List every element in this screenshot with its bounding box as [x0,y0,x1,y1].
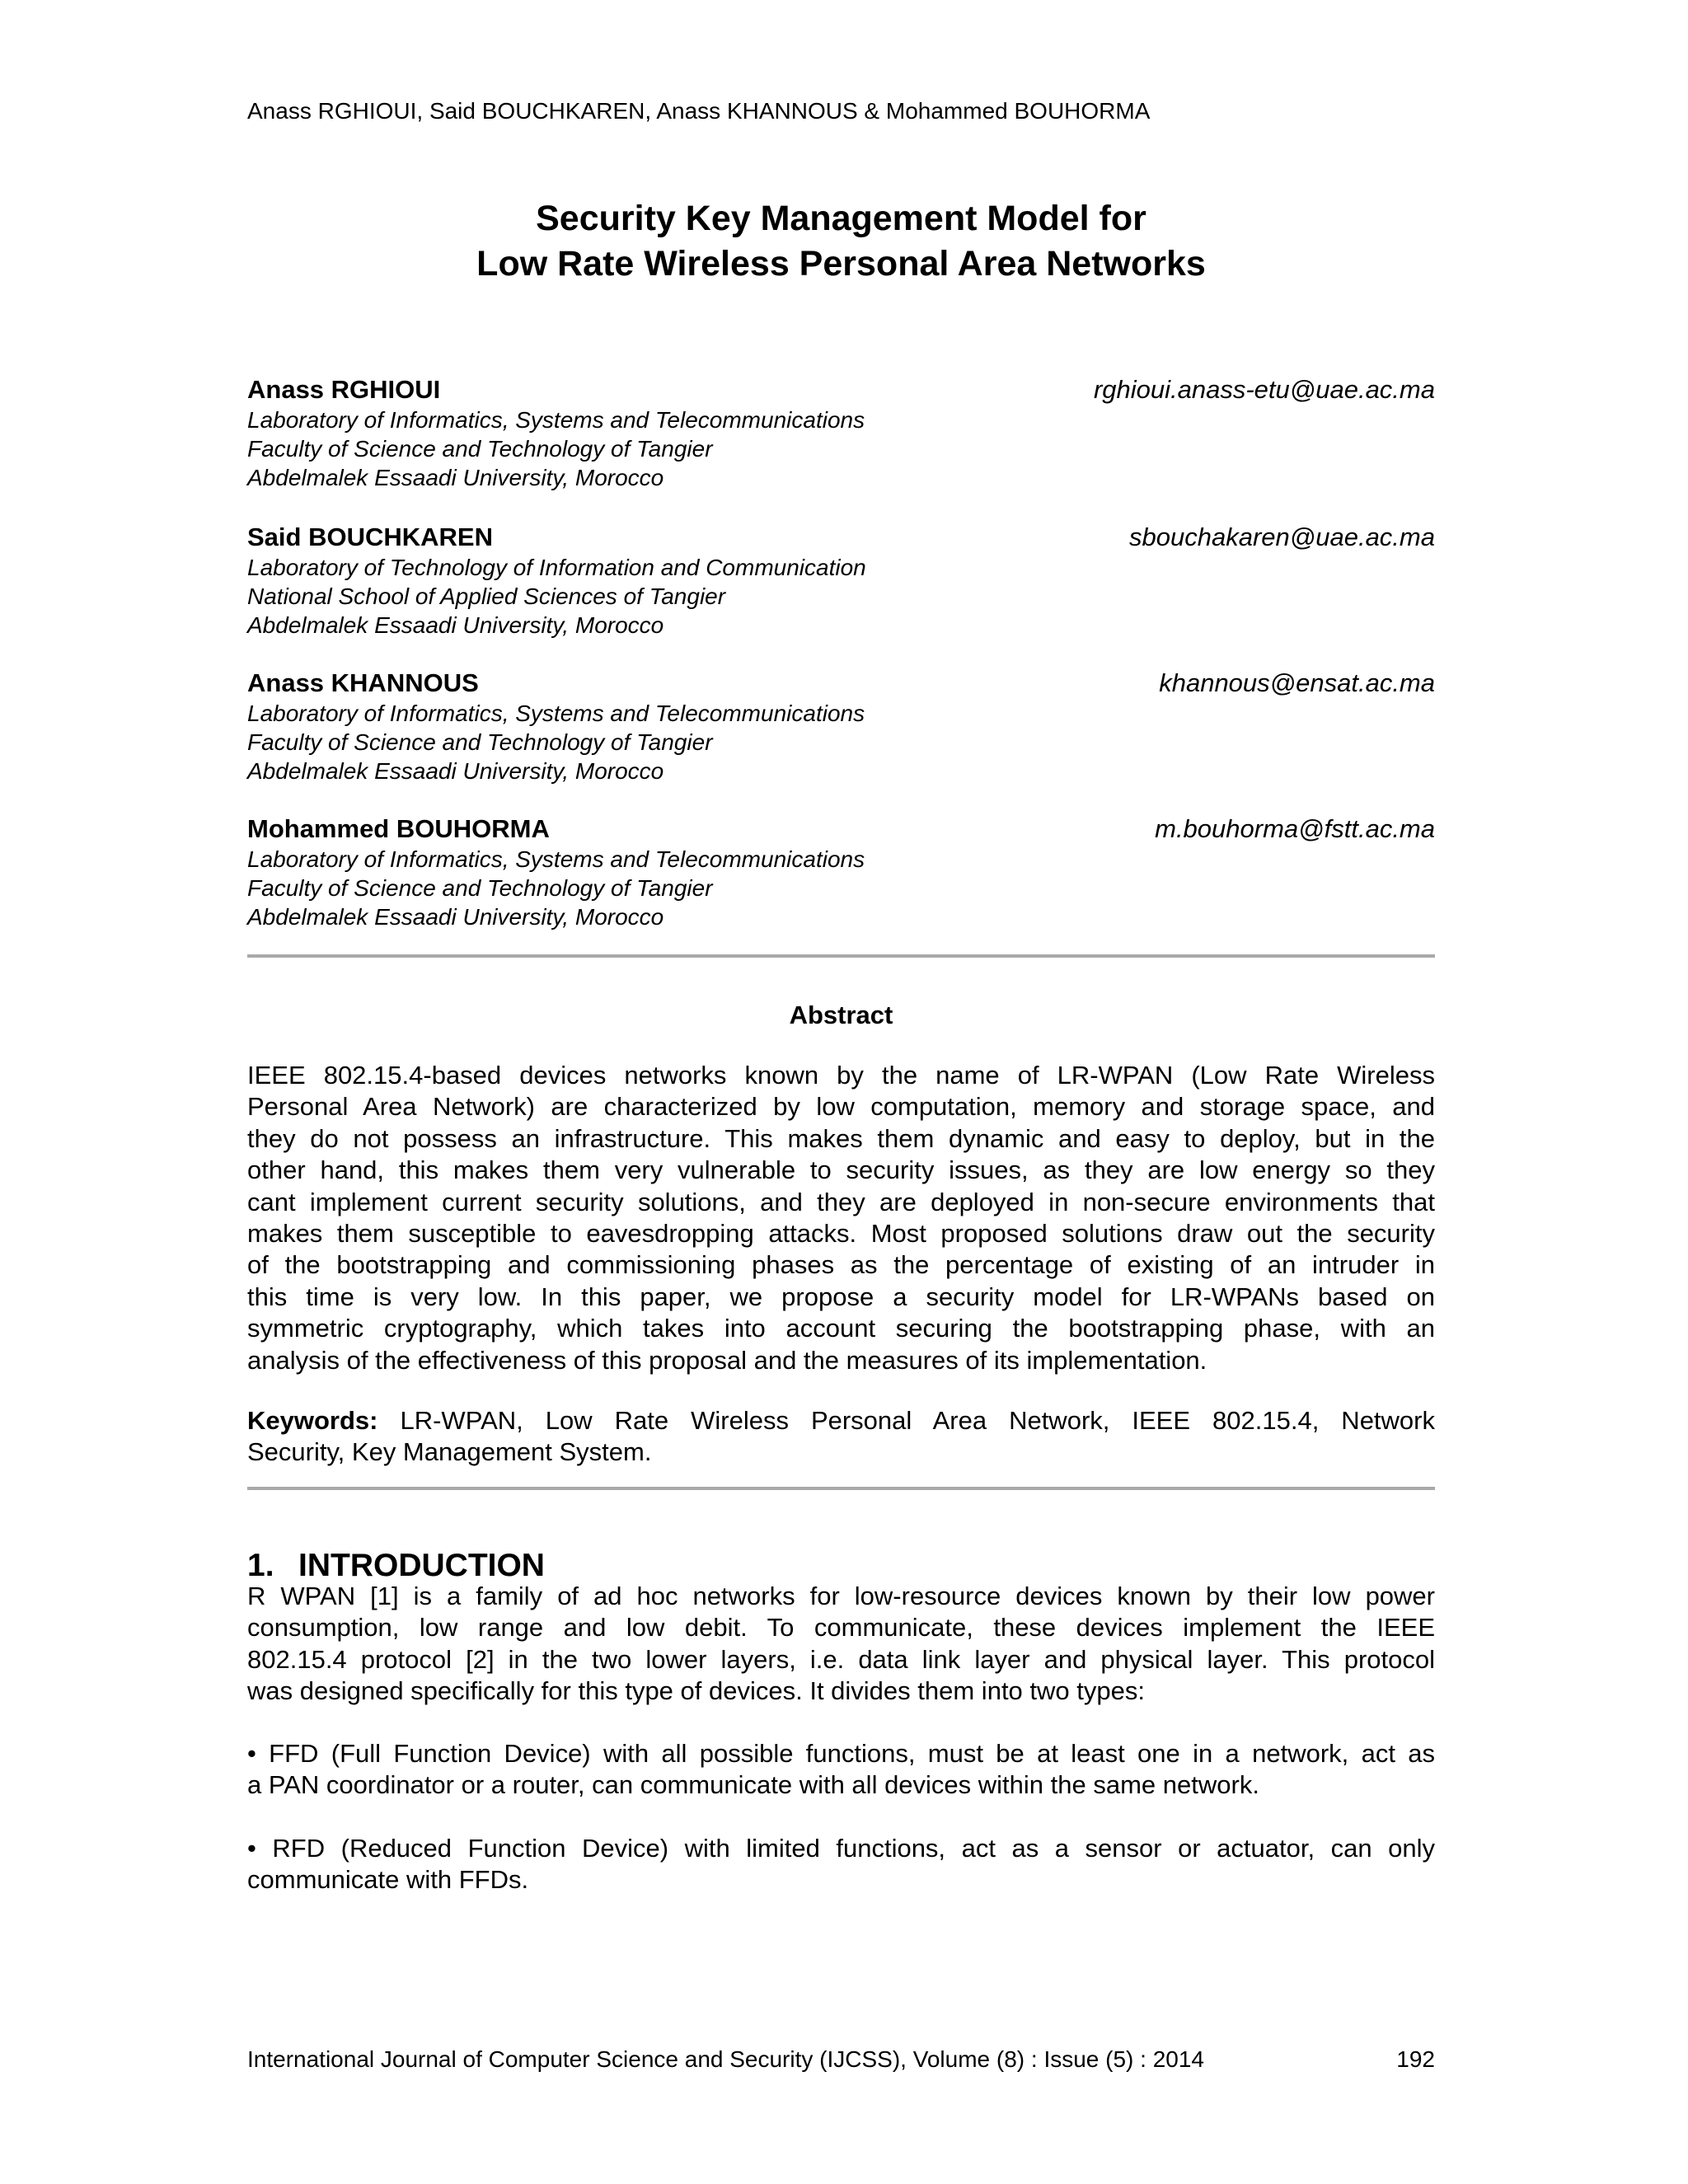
paper-title-line-1: Security Key Management Model for [536,199,1146,238]
author-email: rghioui.anass-etu@uae.ac.ma [1093,375,1435,404]
author-affiliation-line: Abdelmalek Essaadi University, Morocco [247,465,664,490]
author-name: Anass KHANNOUS [247,668,479,697]
author-affiliation-line: Laboratory of Informatics, Systems and Telecommunications [247,407,865,433]
author-affiliation-line: Abdelmalek Essaadi University, Morocco [247,758,664,784]
abstract-line: symmetric cryptography, which takes into account securing the bootstrapping phase, with an [247,1314,1435,1343]
keywords-line [247,1405,1435,1436]
divider-rule [247,954,1435,958]
author-affiliation-line: Faculty of Science and Technology of Tangier [247,875,713,901]
section-heading-introduction [247,1548,545,1584]
abstract-line: Personal Area Network) are characterized by low computation, memory and storage space, and [247,1092,1435,1122]
divider-rule [247,1487,1435,1490]
author-email: sbouchakaren@uae.ac.ma [1129,523,1435,551]
abstract-line: analysis of the effectiveness of this proposal and the measures of its implementation. [247,1345,1207,1375]
keywords [247,1405,1435,1469]
author-affiliation-line: Abdelmalek Essaadi University, Morocco [247,612,664,638]
abstract-body [247,1060,1435,1376]
author-email: m.bouhorma@fstt.ac.ma [1155,814,1435,843]
author-name: Said BOUCHKAREN [247,523,493,551]
bullet-line: • RFD (Reduced Function Device) with limited functions, act as a sensor or actuator, can only [247,1834,1435,1863]
abstract-heading: Abstract [789,1001,893,1029]
author-email: khannous@ensat.ac.ma [1159,668,1435,697]
intro-paragraph [247,1581,1435,1708]
bullet-rfd [247,1833,1435,1896]
abstract-line: IEEE 802.15.4-based devices networks known by the name of LR-WPAN (Low Rate Wireless [247,1061,1435,1090]
author-affiliation-line: Abdelmalek Essaadi University, Morocco [247,904,664,930]
bullet-line: • FFD (Full Function Device) with all possible functions, must be at least one in a network, act as [247,1739,1435,1768]
bullet-line: communicate with FFDs. [247,1865,529,1895]
page-number: 192 [1396,2046,1435,2072]
author-affiliation-line: Laboratory of Technology of Information and Communication [247,555,866,580]
keywords-line: Security, Key Management System. [247,1437,652,1467]
running-head: Anass RGHIOUI, Said BOUCHKAREN, Anass KHANNOUS & Mohammed BOUHORMA [247,98,1151,124]
abstract-line: makes them susceptible to eavesdropping attacks. Most proposed solutions draw out the security [247,1218,1435,1248]
keywords-label: Keywords: [247,1406,378,1435]
intro-line: was designed specifically for this type of devices. It divides them into two types: [247,1676,1145,1706]
paper-title-line-2: Low Rate Wireless Personal Area Networks [476,244,1206,284]
author-affiliation-line: Laboratory of Informatics, Systems and Telecommunications [247,701,865,726]
bullet-line: a PAN coordinator or a router, can communicate with all devices within the same network. [247,1770,1259,1800]
abstract-line: cant implement current security solutions, and they are deployed in non-secure environments that [247,1187,1435,1216]
keywords-text: LR-WPAN, Low Rate Wireless Personal Area Network, IEEE 802.15.4, Network [377,1406,1435,1435]
abstract-line: they do not possess an infrastructure. This makes them dynamic and easy to deploy, but in the [247,1123,1435,1153]
footer-journal: International Journal of Computer Science and Security (IJCSS), Volume (8) : Issue (5) : 2014 [247,2046,1205,2072]
author-affiliation-line: Faculty of Science and Technology of Tangier [247,729,713,755]
intro-line: R WPAN [1] is a family of ad hoc networks for low-resource devices known by their low power [247,1582,1435,1610]
author-name: Anass RGHIOUI [247,375,441,404]
section-number: 1. [247,1548,274,1583]
author-name: Mohammed BOUHORMA [247,814,550,843]
bullet-ffd [247,1738,1435,1802]
abstract-line: other hand, this makes them very vulnerable to security issues, as they are low energy so they [247,1155,1435,1185]
section-title: INTRODUCTION [298,1548,545,1583]
intro-line: 802.15.4 protocol [2] in the two lower layers, i.e. data link layer and physical layer. This protocol [247,1644,1435,1674]
abstract-line: this time is very low. In this paper, we propose a security model for LR-WPANs based on [247,1282,1435,1311]
abstract-line: of the bootstrapping and commissioning phases as the percentage of existing of an intruder in [247,1250,1435,1280]
author-affiliation-line: Laboratory of Informatics, Systems and Telecommunications [247,846,865,872]
author-affiliation-line: National School of Applied Sciences of Tangier [247,583,726,609]
author-affiliation-line: Faculty of Science and Technology of Tangier [247,436,713,462]
intro-line: consumption, low range and low debit. To communicate, these devices implement the IEEE [247,1613,1435,1643]
